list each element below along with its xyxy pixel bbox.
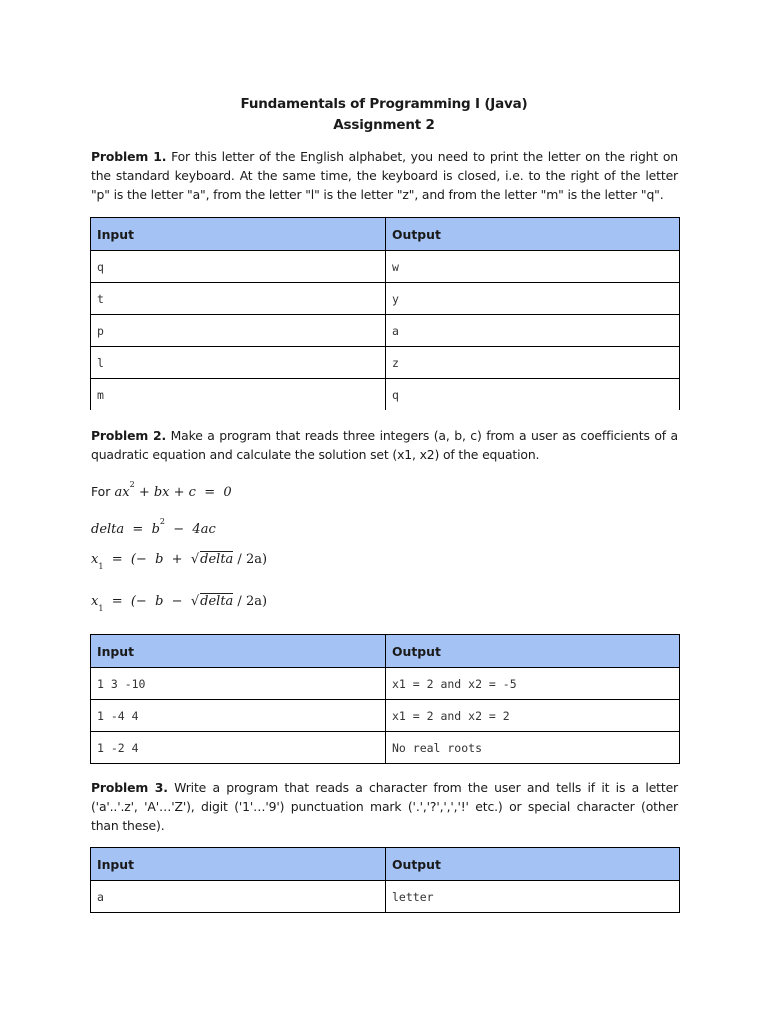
table-header-row [91,848,680,881]
output-cell: No real roots [386,732,680,764]
eq3-mid: = (− b + [103,552,191,567]
eq3-end: / 2a) [233,552,268,567]
eq3-x: x [91,552,99,567]
table-row [91,700,680,732]
table-row [91,283,680,315]
output-cell: z [386,347,680,379]
eq2-exponent: 2 [159,517,165,526]
course-title: Fundamentals of Programming I (Java) [240,96,528,112]
table-row [91,347,680,379]
output-cell: a [386,315,680,347]
problem2-text: Make a program that reads three integers (a, b, c) from a user as coefficients of a quadratic equation and calculate the solution set (x1, x2) of the equation. [91,428,678,462]
table-row [91,668,680,700]
eq3-subscript: 1 [98,562,104,571]
eq1-term: ax [114,485,130,500]
table-header-row [91,635,680,668]
output-header: Output [386,848,680,881]
output-cell: x1 = 2 and x2 = 2 [386,700,680,732]
output-header: Output [386,635,680,668]
eq4-subscript: 1 [98,604,104,613]
table-row [91,379,680,411]
problem2-label: Problem 2. [91,428,167,443]
output-cell: w [386,251,680,283]
problem1-text: For this letter of the English alphabet, you need to print the letter on the right on the standard keyboard. At the same time, the keyboard is closed, i.e. to the right of the letter "p" is the letter "a", from the letter "l" is the letter "z", and from the letter "m" is the letter "q". [91,149,679,202]
problem1-statement [91,147,678,204]
input-header: Input [91,218,386,251]
eq4-mid: = (− b − [103,594,191,609]
table-row [91,881,680,913]
eq1-exponent: 2 [129,480,135,489]
eq1-rest: + bx + c = 0 [134,485,232,500]
problem2-table [90,634,680,764]
output-cell: x1 = 2 and x2 = -5 [386,668,680,700]
problem3-text: Write a program that reads a character from the user and tells if it is a letter ('a'..'.z', 'A'…'Z'), digit ('1'…'9') punctuation mark ('.','?',',','!' etc.) or special character (other than these). [91,780,678,833]
output-cell: q [386,379,680,411]
eq4-radicand: delta [200,594,234,609]
table-header-row [91,218,680,251]
problem3-table [90,847,680,913]
equation-quadratic [91,480,232,504]
input-header: Input [91,635,386,668]
table-row [91,251,680,283]
input-cell: t [91,283,386,315]
equation-root-minus [91,594,267,618]
input-header: Input [91,848,386,881]
problem3-statement [91,778,678,835]
input-cell: l [91,347,386,379]
sqrt-icon: √ [190,594,200,609]
problem1-table [90,217,680,410]
problem2-statement [91,426,678,464]
table-row [91,315,680,347]
input-cell: 1 -4 4 [91,700,386,732]
input-cell: 1 -2 4 [91,732,386,764]
input-cell: p [91,315,386,347]
output-cell: letter [386,881,680,913]
input-cell: m [91,379,386,411]
table-row [91,732,680,764]
equation-root-plus [91,552,267,576]
eq2-rest: − 4ac [165,522,216,537]
input-cell: q [91,251,386,283]
input-cell: a [91,881,386,913]
output-cell: y [386,283,680,315]
eq2-mid: = b [124,522,160,537]
eq-for-label: For [91,484,111,499]
eq4-x: x [91,594,99,609]
eq4-end: / 2a) [233,594,268,609]
input-cell: 1 3 -10 [91,668,386,700]
problem3-label: Problem 3. [91,780,168,795]
eq3-radicand: delta [200,552,234,567]
equation-delta [91,517,216,541]
assignment-title: Assignment 2 [333,117,435,133]
sqrt-icon: √ [190,552,200,567]
problem1-label: Problem 1. [91,149,167,164]
output-header: Output [386,218,680,251]
eq2-lhs: delta [91,522,125,537]
